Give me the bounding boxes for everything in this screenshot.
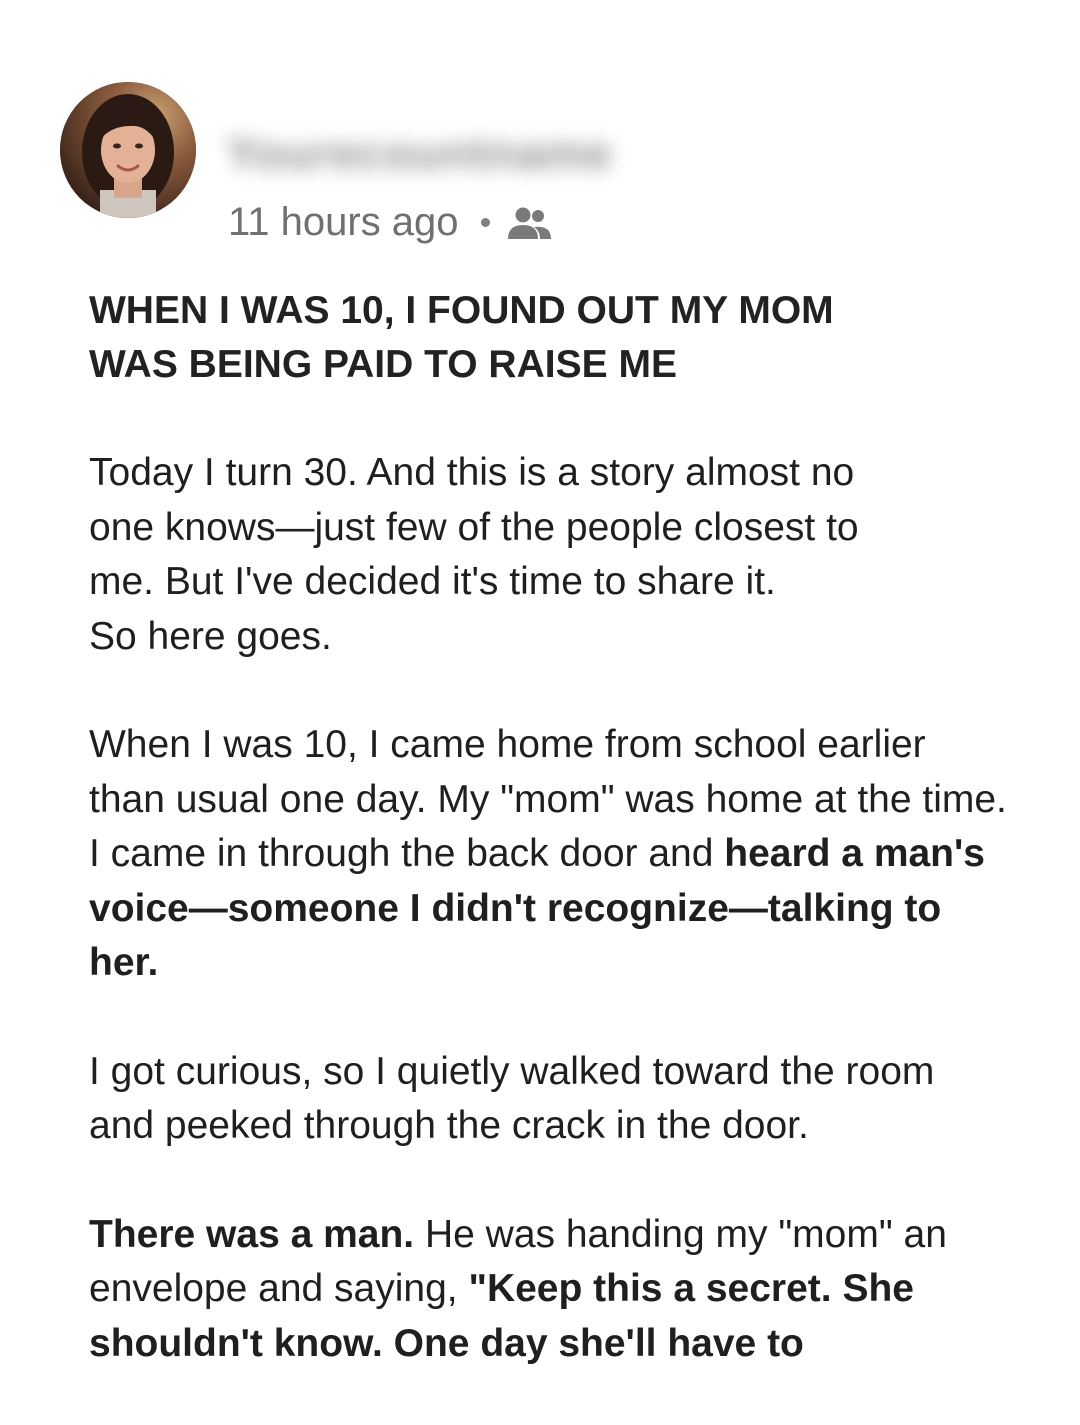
separator-dot (481, 218, 490, 227)
headline-line-1: WHEN I WAS 10, I FOUND OUT MY MOM (89, 289, 834, 332)
paragraph-2 (89, 718, 1009, 991)
post-timestamp[interactable]: 11 hours ago (228, 200, 459, 244)
paragraph-1-line-2: one knows—just few of the people closest to (89, 505, 859, 549)
post-headline (89, 284, 1009, 392)
paragraph-1 (89, 446, 1009, 664)
paragraph-4-bold-2: "Keep this a secret. She shouldn't know. One day she'll have to (89, 1267, 914, 1365)
post-header (60, 82, 1020, 252)
paragraph-2-text: When I was 10, I came home from school earlier than usual one day. My "mom" was home at the time. I came in through the back door and (89, 723, 1007, 875)
headline-line-2: WAS BEING PAID TO RAISE ME (89, 343, 677, 386)
author-avatar[interactable] (60, 82, 196, 218)
paragraph-1-line-4: So here goes. (89, 614, 332, 658)
avatar-photo (60, 82, 196, 218)
post-body (89, 446, 1009, 1425)
paragraph-1-line-3: me. But I've decided it's time to share it. (89, 560, 776, 603)
paragraph-4 (89, 1208, 1009, 1372)
paragraph-1-line-1: Today I turn 30. And this is a story almost no (89, 451, 855, 494)
paragraph-4-bold-1: There was a man. (89, 1212, 415, 1256)
paragraph-4-text: He was handing my "mom" an envelope and saying, (89, 1212, 947, 1310)
paragraph-2-bold: heard a man's voice—someone I didn't recognize—talking to her. (89, 832, 985, 984)
friends-icon[interactable] (506, 206, 552, 240)
post-meta (228, 200, 552, 245)
author-name[interactable]: Yourecountname (226, 127, 613, 179)
paragraph-3: I got curious, so I quietly walked toward the room and peeked through the crack in the door. (89, 1049, 935, 1147)
